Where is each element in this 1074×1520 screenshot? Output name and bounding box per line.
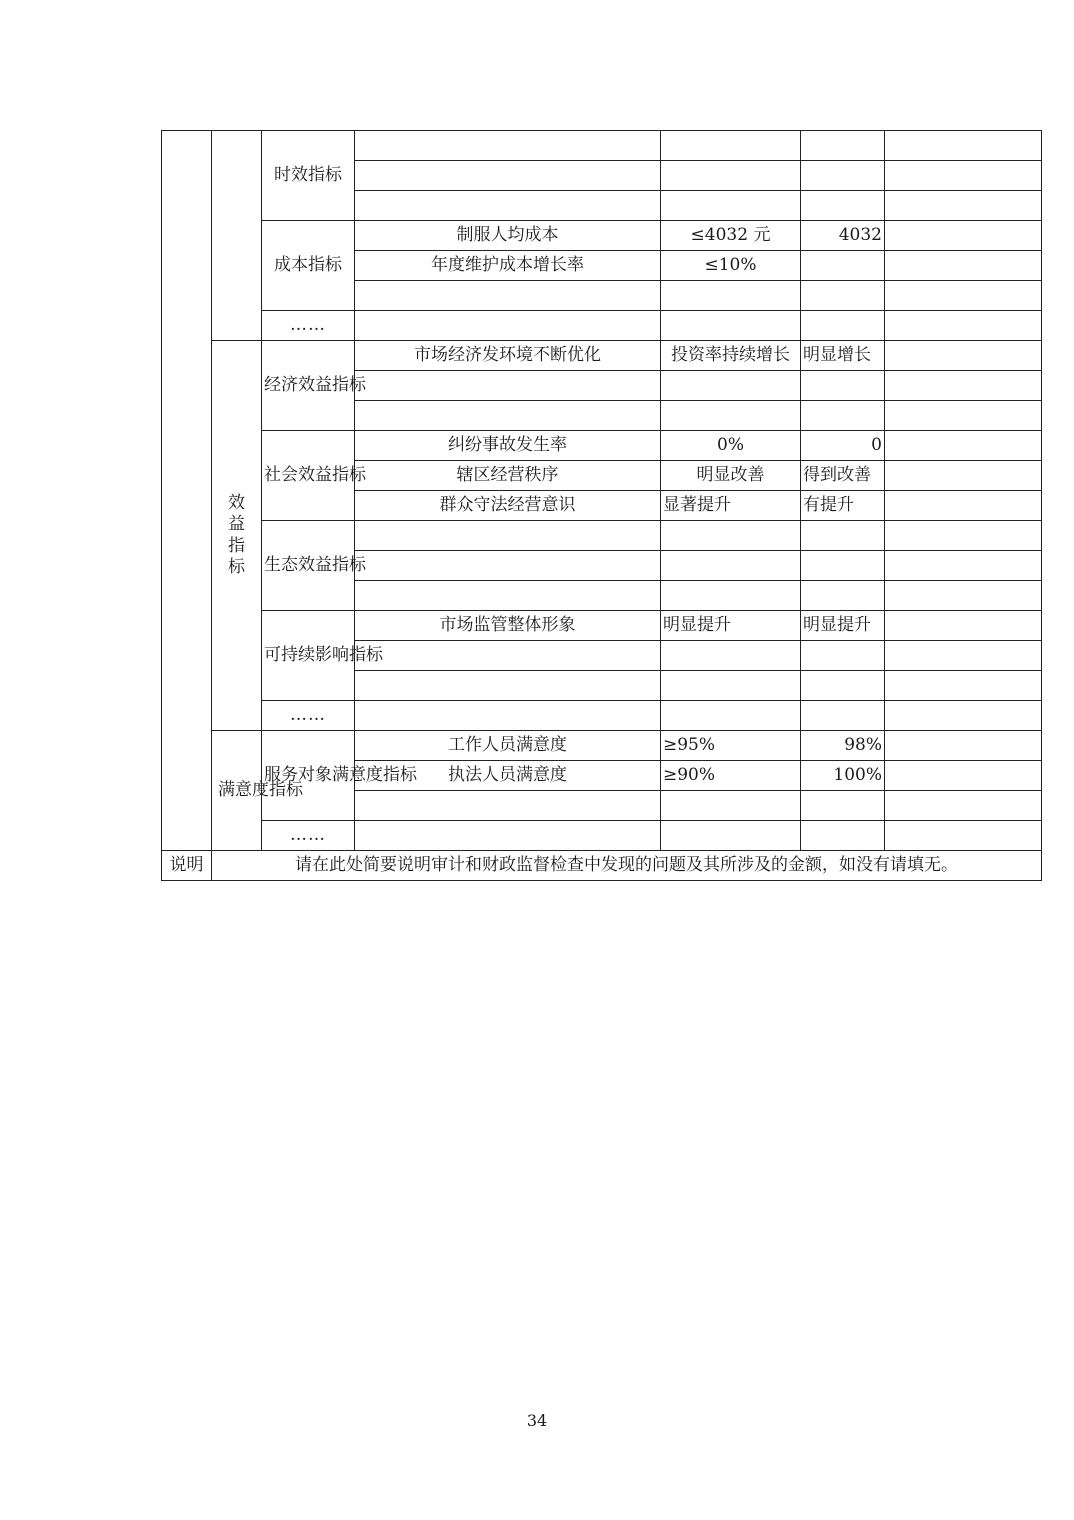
level1-category-cell: [162, 131, 212, 851]
table-row: [162, 221, 1042, 251]
indicator-target: 明显提升: [661, 611, 801, 641]
note-text: 请在此处简要说明审计和财政监督检查中发现的问题及其所涉及的金额，如没有请填无。: [212, 851, 1042, 881]
indicator-actual: 98%: [801, 731, 885, 761]
indicator-actual: 明显提升: [801, 611, 885, 641]
indicator-target: 投资率持续增长: [661, 341, 801, 371]
indicator-name: 市场经济发环境不断优化: [355, 341, 661, 371]
indicator-target: ≥90%: [661, 761, 801, 791]
social-indicator-label: 社会效益指标: [262, 431, 355, 521]
table-row: [162, 521, 1042, 551]
ellipsis-cell: ……: [262, 821, 355, 851]
indicator-target: 0%: [661, 431, 801, 461]
ellipsis-cell: ……: [262, 311, 355, 341]
table-row: [162, 611, 1042, 641]
table-row: [162, 341, 1042, 371]
indicator-name: 年度维护成本增长率: [355, 251, 661, 281]
ecological-indicator-label: 生态效益指标: [262, 521, 355, 611]
time-indicator-label: 时效指标: [262, 131, 355, 221]
table-row: [162, 431, 1042, 461]
indicator-actual: 100%: [801, 761, 885, 791]
indicator-actual: 0: [801, 431, 885, 461]
indicator-target: 显著提升: [661, 491, 801, 521]
indicator-name: 工作人员满意度: [355, 731, 661, 761]
performance-indicator-table: [161, 130, 1042, 881]
indicator-name: 市场监管整体形象: [355, 611, 661, 641]
table-row: [162, 701, 1042, 731]
level2-output-cell: [212, 131, 262, 341]
indicator-actual: 4032: [801, 221, 885, 251]
cost-indicator-label: 成本指标: [262, 221, 355, 311]
note-row: [162, 851, 1042, 881]
table-row: [162, 311, 1042, 341]
satisfaction-indicator-label: 满意度指标: [212, 731, 262, 851]
note-label: 说明: [162, 851, 212, 881]
indicator-target: ≥95%: [661, 731, 801, 761]
indicator-name: 纠纷事故发生率: [355, 431, 661, 461]
indicator-name: 制服人均成本: [355, 221, 661, 251]
table-row: [162, 731, 1042, 761]
indicator-target: ≤10%: [661, 251, 801, 281]
indicator-name: 群众守法经营意识: [355, 491, 661, 521]
indicator-target: 明显改善: [661, 461, 801, 491]
indicator-name: 辖区经营秩序: [355, 461, 661, 491]
indicator-name: 执法人员满意度: [355, 761, 661, 791]
indicator-target: ≤4032 元: [661, 221, 801, 251]
table-row: [162, 821, 1042, 851]
sustainable-indicator-label: 可持续影响指标: [262, 611, 355, 701]
table-row: [162, 131, 1042, 161]
benefit-indicator-label: 效 益 指 标: [212, 341, 262, 731]
indicator-actual: 得到改善: [801, 461, 885, 491]
service-object-satisfaction-label: 服务对象满意度指标: [262, 731, 355, 821]
indicator-actual: [801, 251, 885, 281]
indicator-actual: 明显增长: [801, 341, 885, 371]
page-number: 34: [526, 1411, 548, 1430]
economic-indicator-label: 经济效益指标: [262, 341, 355, 431]
indicator-actual: 有提升: [801, 491, 885, 521]
ellipsis-cell: ……: [262, 701, 355, 731]
